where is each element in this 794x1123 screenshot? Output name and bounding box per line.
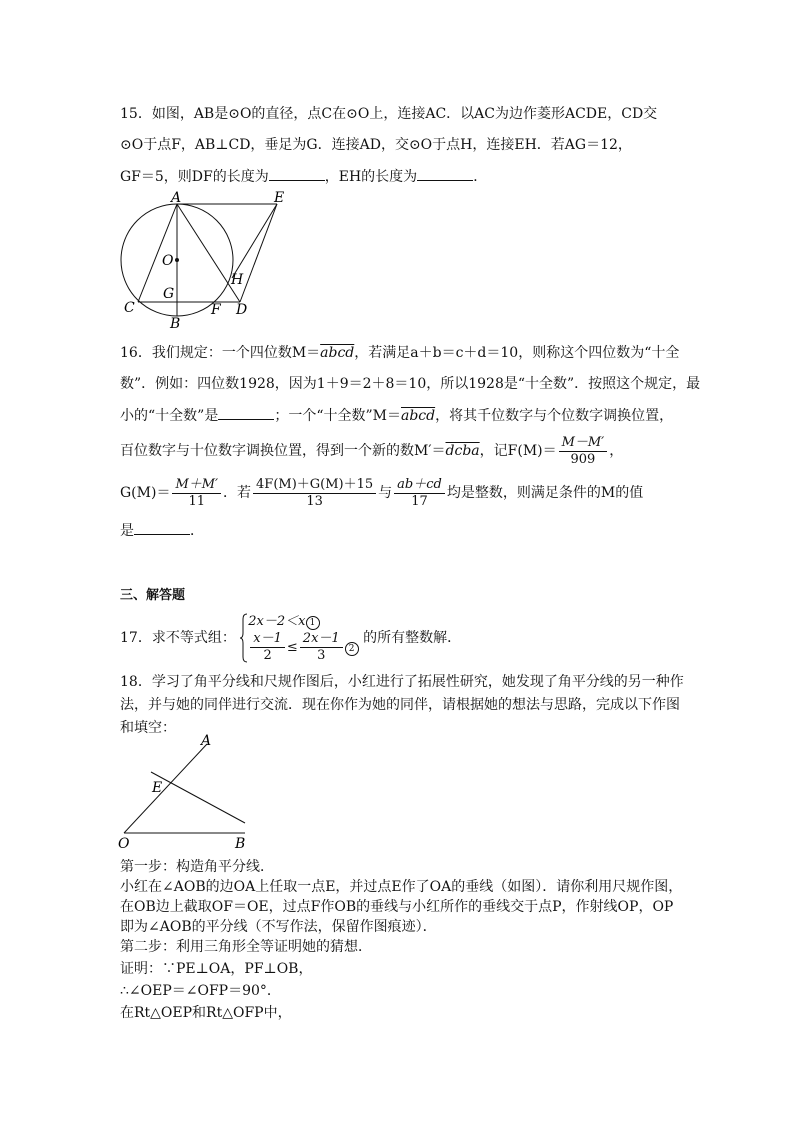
q15-figure — [110, 190, 300, 332]
q16-overline-dcba: dcba — [445, 443, 480, 459]
q16-fraction-g: $\frac{M+M'}{11}$ — [172, 477, 221, 510]
section-heading: 三、解答题 — [120, 588, 186, 603]
q16-text: 均是整数，则满足条件的M的值 — [446, 485, 644, 501]
q16-overline-abcd: abcd — [320, 345, 355, 361]
q15-label-a: A — [171, 190, 182, 206]
q16-fraction-f: $\frac{M-M'}{909}$ — [559, 435, 608, 468]
q18-p1: 小红在∠AOB的边OA上任取一点E，并过点E作了OA的垂线（如图）．请你利用尺规作图， — [120, 879, 683, 895]
q16-text: ．若 — [223, 485, 252, 501]
q18-proof1: 证明：∵PE⊥OA，PF⊥OB， — [120, 961, 313, 977]
q16-blank-min[interactable] — [218, 405, 274, 420]
q15-label-f: F — [211, 302, 221, 318]
q18-step1: 第一步：构造角平分线． — [120, 859, 274, 875]
q16-text: 与 — [378, 485, 393, 501]
q16-line5 — [120, 476, 643, 510]
q16-text: ， — [609, 443, 624, 459]
circled-number-icon: 2 — [345, 642, 359, 656]
q17-ineq1: 2x－2＜x — [248, 613, 306, 629]
circled-number-icon: 1 — [306, 616, 320, 630]
q16-fraction-h: $\frac{4F(M)+G(M)+15}{13}$ — [253, 477, 376, 510]
q18-label-a: A — [201, 733, 212, 749]
q18-label-o: O — [118, 836, 130, 852]
q17-text: 的所有整数解． — [363, 630, 462, 646]
q16-text: 小的“十全数”是 — [120, 408, 219, 424]
q15-blank-eh[interactable] — [417, 166, 473, 181]
q18-proof2: ∴∠OEP＝∠OFP＝90°． — [120, 983, 281, 999]
q16-text: ． — [190, 523, 204, 539]
q18-line2: 法，并与她的同伴进行交流．现在你作为她的同伴，请根据她的想法与思路，完成以下作图 — [120, 697, 680, 713]
q18-label-e: E — [152, 780, 163, 796]
q17-text: 17．求不等式组： — [120, 630, 236, 646]
q16-blank-m[interactable] — [134, 520, 190, 535]
q15-line1: 15．如图，AB是⊙O的直径，点C在⊙O上，连接AC．以AC为边作菱形ACDE，CD交 — [120, 106, 658, 122]
q16-text: ，将其千位数字与个位数字调换位置， — [435, 408, 674, 424]
q16-text: 百位数字与十位数字调换位置，得到一个新的数M′＝ — [120, 443, 446, 459]
q15-label-o: O — [162, 253, 174, 269]
q18-p3: 即为∠AOB的平分线（不写作法，保留作图痕迹）． — [120, 919, 437, 935]
q15-label-c: C — [124, 300, 135, 316]
q15-label-e: E — [274, 190, 285, 206]
q17-line — [120, 610, 461, 666]
q16-text: G(M)＝ — [120, 485, 171, 501]
q18-figure — [112, 730, 262, 852]
q15-blank-df[interactable] — [269, 166, 325, 181]
q16-text: 是 — [120, 523, 134, 539]
q16-line3 — [120, 405, 673, 426]
q16-overline-abcd: abcd — [400, 408, 436, 424]
q15-line2: ⊙O于点F，AB⊥CD，垂足为G．连接AD，交⊙O于点H，连接EH．若AG＝12， — [120, 137, 632, 153]
q15-label-b: B — [170, 316, 181, 332]
q18-line1: 18．学习了角平分线和尺规作图后，小红进行了拓展性研究，她发现了角平分线的另一种作 — [120, 674, 684, 690]
q16-text: ，若满足a＋b＝c＋d＝10，则称这个四位数为“十全 — [354, 345, 680, 361]
q18-proof3: 在Rt△OEP和Rt△OFP中， — [120, 1005, 292, 1021]
q18-p2: 在OB边上截取OF＝OE，过点F作OB的垂线与小红所作的垂线交于点P，作射线OP，OP — [120, 899, 674, 915]
q15-text-b: ，EH的长度为 — [324, 169, 418, 185]
q15-line3 — [120, 166, 487, 187]
q16-text: ，记F(M)＝ — [479, 443, 557, 459]
q16-fraction-k: $\frac{ab+cd}{17}$ — [394, 477, 445, 510]
q16-line1 — [120, 343, 679, 363]
q18-label-b: B — [235, 836, 246, 852]
q16-line2: 数”．例如：四位数1928，因为1＋9＝2＋8＝10，所以1928是“十全数”．按照这个规定，最 — [120, 376, 701, 392]
q16-line4 — [120, 434, 623, 468]
q15-label-g: G — [163, 286, 175, 302]
q15-label-d: D — [236, 302, 248, 318]
q16-line6 — [120, 520, 204, 541]
q16-text: 16．我们规定：一个四位数M＝ — [120, 345, 321, 361]
q17-system: 2x－2＜x 1 $\frac{x-1}{2}$ ≤ $\frac{2x-1}{3}$ 2 — [240, 613, 358, 664]
q16-text: ；一个“十全数”M＝ — [274, 408, 401, 424]
q15-label-h: H — [231, 272, 244, 288]
q18-step2: 第二步：利用三角形全等证明她的猜想． — [120, 939, 372, 955]
q15-text-c: ． — [473, 169, 488, 185]
q15-text-a: GF＝5，则DF的长度为 — [120, 169, 269, 185]
q18-line3: 和填空： — [120, 720, 176, 736]
